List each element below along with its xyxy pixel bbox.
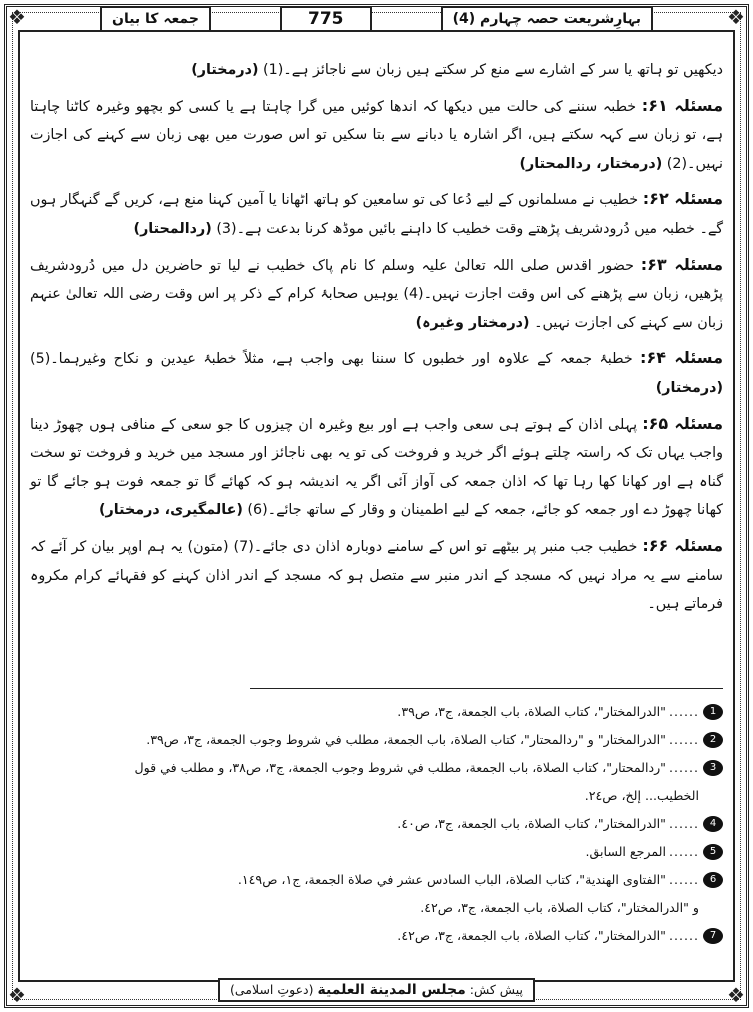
publisher-box (218, 978, 535, 1002)
main-text (30, 56, 723, 626)
masla-label: مسئلہ ۶۱: (641, 95, 723, 115)
footnote-1: 1 ...... "الدرالمختار"، كتاب الصلاة، باب الجمعة، ج٣، ص٣٩. (30, 698, 723, 726)
masla-paragraph: مسئلہ ۶۲: خطیب نے مسلمانوں کے لیے دُعا کی تو سامعین کو ہاتھ اٹھانا یا آمین کہنا منع ہے، کریں گے گنہگار ہوں گے۔ خطبہ میں دُرودشریف پڑھتے وقت خطیب کا داہنے بائیں موڈھ کرنا بدعت ہے۔(3) (ردالمحتار) (30, 189, 723, 237)
reference: (عالمگیری، درمختار) (99, 502, 243, 519)
footer-suffix: (دعوتِ اسلامی) (230, 982, 314, 997)
book-title: بہارِشریعت حصہ چہارم (4) (441, 6, 653, 32)
footnote-text: المرجع السابق. (585, 844, 666, 859)
reference: (درمختار) (191, 62, 259, 78)
masla-label: مسئلہ ۶۲: (642, 189, 723, 209)
footnote-number: 6 (703, 872, 723, 888)
reference: (ردالمحتار) (133, 220, 212, 237)
masla-paragraph: مسئلہ ۶۶: خطیب جب منبر پر بیٹھے تو اس کے سامنے دوبارہ اذان دی جائے۔(7) (متون) یہ ہم اوپر بیان کر آئے کہ سامنے سے یہ مراد نہیں کہ مسجد کے اندر منبر سے متصل ہو کہ مسجد کے اندر اذان کہنے کو فقہائے کرام مکروہ فرماتے ہیں۔ (30, 535, 723, 613)
masla-label: مسئلہ ۶۴: (640, 348, 723, 368)
corner-ornament-icon: ❖ (727, 983, 745, 1007)
footnote-6: 6 ...... "الفتاوى الهندية"، كتاب الصلاة، الباب السادس عشر في صلاة الجمعة، ج١، ص١٤٩. (30, 866, 723, 894)
footnote-number: 4 (703, 816, 723, 832)
masla-label: مسئلہ ۶۳: (640, 254, 723, 274)
chapter-title: جمعہ کا بیان (100, 6, 211, 32)
footnote-2: 2 ...... "الدرالمختار" و "ردالمحتار"، كتاب الصلاة، باب الجمعة، مطلب في شروط وجوب الجمعة، ج٣، ص٣٩. (30, 726, 723, 754)
footnote-text: "ردالمحتار"، كتاب الصلاة، باب الجمعة، مطلب في شروط وجوب الجمعة، ج٣، ص٣٨، و مطلب في قول (134, 760, 666, 775)
footnote-continuation: الخطيب... إلخ، ص٢٤. (584, 788, 699, 803)
masla-paragraph: مسئلہ ۶۴: خطبۂ جمعہ کے علاوہ اور خطبوں کا سننا بھی واجب ہے، مثلاً خطبۂ عیدین و نکاح وغیرہما۔(5) (درمختار) (30, 348, 723, 396)
corner-ornament-icon: ❖ (727, 5, 745, 29)
masla-label: مسئلہ ۶۶: (642, 535, 723, 555)
footnote-continuation: و "الدرالمختار"، كتاب الصلاة، باب الجمعة، ج٣، ص٤٢. (420, 900, 699, 915)
footnote-text: "الدرالمختار"، كتاب الصلاة، باب الجمعة، ج٣، ص٤٠. (397, 816, 666, 831)
corner-ornament-icon: ❖ (8, 5, 26, 29)
publisher-name: مجلس المدينة العلمية (317, 982, 466, 998)
footnote-number: 7 (703, 928, 723, 944)
page-number: 775 (280, 6, 372, 32)
page-footer (0, 978, 753, 1002)
footnote-text: "الدرالمختار" و "ردالمحتار"، كتاب الصلاة، باب الجمعة، مطلب في شروط وجوب الجمعة، ج٣، ص٣٩. (146, 732, 666, 747)
footnote-number: 2 (703, 732, 723, 748)
footnote-5: 5 ...... المرجع السابق. (30, 838, 723, 866)
footnote-text: "الدرالمختار"، كتاب الصلاة، باب الجمعة، ج٣، ص٤٢. (397, 928, 666, 943)
footnote-number: 5 (703, 844, 723, 860)
masla-paragraph: مسئلہ ۶۱: خطبہ سننے کی حالت میں دیکھا کہ اندھا کوئیں میں گرا چاہتا ہے یا کسی کو بچھو وغیرہ کاٹنا چاہتا ہے، تو زبان سے کہہ سکتے ہیں، اگر اشارہ یا دبانے سے بتا سکیں تو اس صورت میں بھی زبان سے کہنے کی اجازت نہیں۔(2) (درمختار، ردالمحتار) (30, 95, 723, 172)
corner-ornament-icon: ❖ (8, 983, 26, 1007)
reference: (درمختار، ردالمحتار) (519, 155, 663, 172)
footnote-3: 3 ...... "ردالمحتار"، كتاب الصلاة، باب الجمعة، مطلب في شروط وجوب الجمعة، ج٣، ص٣٨، و مطلب في قول (30, 754, 723, 782)
reference: (درمختار وغیرہ) (415, 314, 530, 331)
page-header (100, 6, 653, 32)
footnote-number: 3 (703, 760, 723, 776)
reference: (درمختار) (655, 379, 723, 396)
footnote-number: 1 (703, 704, 723, 720)
footnote-4: 4 ...... "الدرالمختار"، كتاب الصلاة، باب الجمعة، ج٣، ص٤٠. (30, 810, 723, 838)
masla-paragraph: مسئلہ ۶۳: حضور اقدس صلی اللہ تعالیٰ علیہ وسلم کا نام پاک خطیب نے لیا تو حاضرین دل میں دُرودشریف پڑھیں، زبان سے پڑھنے کی اس وقت اجازت نہیں۔(4) یوہیں صحابۂ کرام کے ذکر پر اس وقت رضی اللہ تعالیٰ عنہم زبان سے کہنے کی اجازت نہیں۔ (درمختار وغیرہ) (30, 254, 723, 331)
paragraph: دیکھیں تو ہاتھ یا سر کے اشارے سے منع کر سکتے ہیں زبان سے ناجائز ہے۔(1) (درمختار) (191, 62, 723, 78)
footnote-7: 7 ...... "الدرالمختار"، كتاب الصلاة، باب الجمعة، ج٣، ص٤٢. (30, 922, 723, 950)
footer-prefix: پیش کش: (469, 982, 523, 997)
footnote-separator (250, 688, 723, 689)
masla-paragraph: مسئلہ ۶۵: پہلی اذان کے ہوتے ہی سعی واجب ہے اور بیع وغیرہ ان چیزوں کا جو سعی کے منافی ہوں چھوڑ دینا واجب یہاں تک کہ راستہ چلتے ہوئے اگر خرید و فروخت کی تو یہ بھی ناجائز اور مسجد میں خرید و فروخت تو سخت گناہ ہے اور کھانا کھا رہا تھا کہ اذان جمعہ کی آواز آئی اگر یہ اندیشہ ہو کہ کھائے گا تو جمعہ فوت ہو جائے گا تو کھانا چھوڑ دے اور جمعہ کو جائے، جمعہ کے لیے اطمینان و وقار کے ساتھ جائے۔(6) (عالمگیری، درمختار) (30, 413, 723, 519)
footnote-text: "الدرالمختار"، كتاب الصلاة، باب الجمعة، ج٣، ص٣٩. (397, 704, 666, 719)
masla-label: مسئلہ ۶۵: (642, 413, 723, 433)
footnote-text: "الفتاوى الهندية"، كتاب الصلاة، الباب السادس عشر في صلاة الجمعة، ج١، ص١٤٩. (237, 872, 666, 887)
footnotes (30, 698, 723, 950)
